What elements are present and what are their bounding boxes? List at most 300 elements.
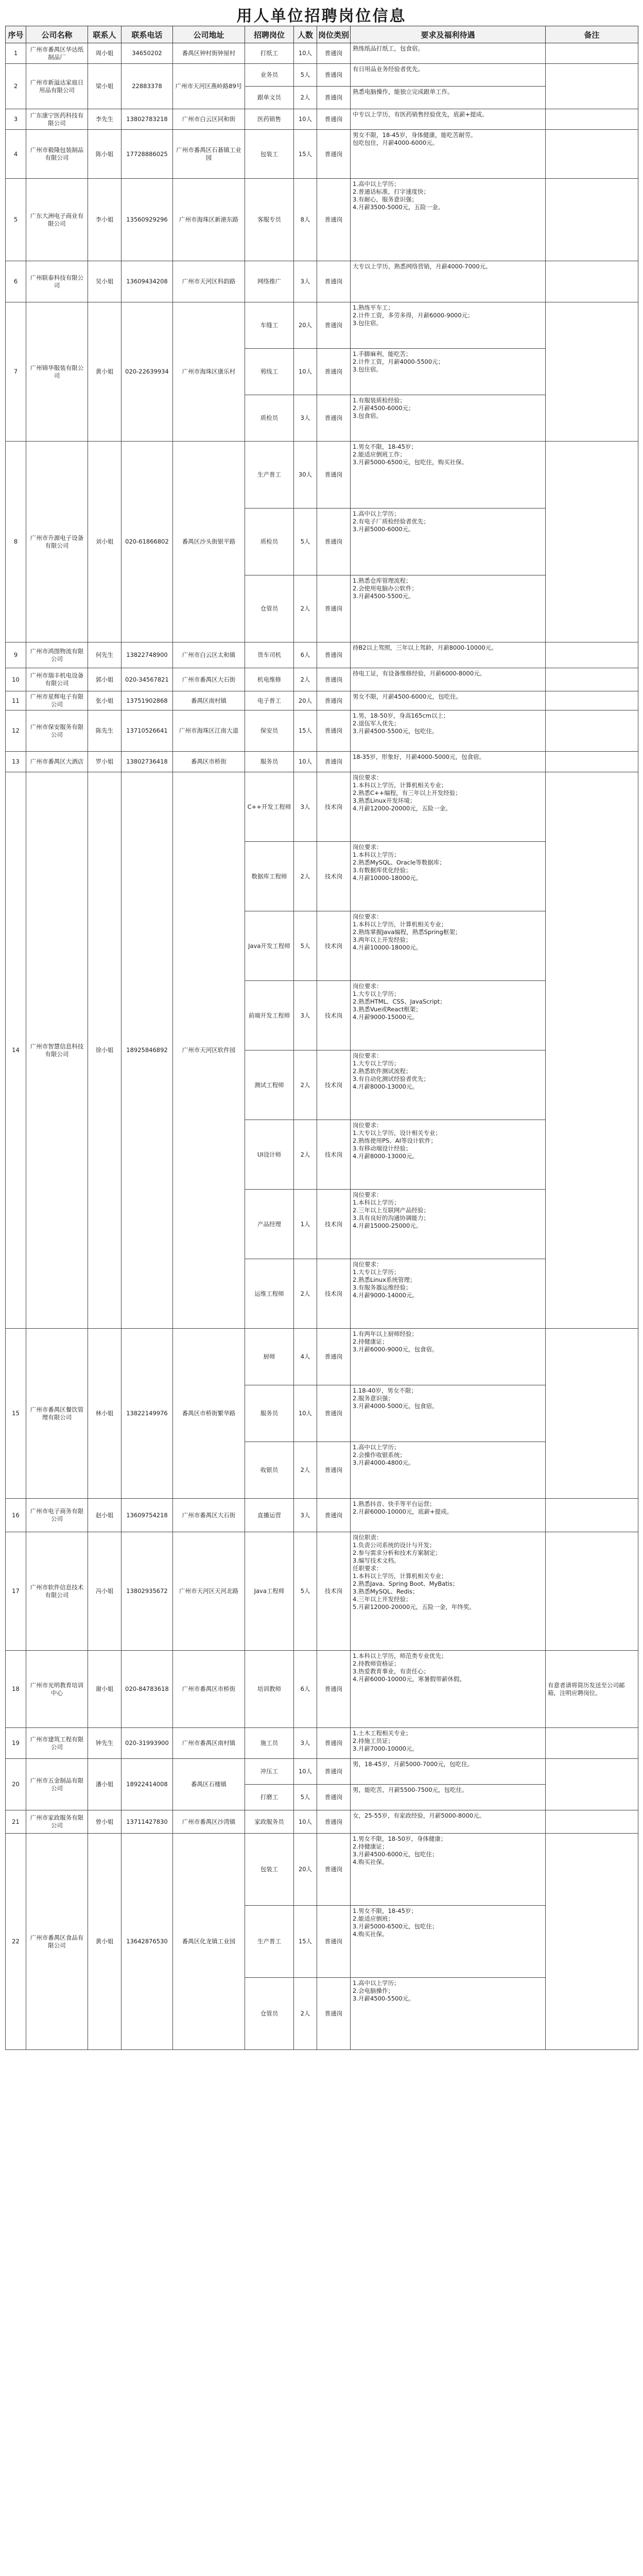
- table-cell: [546, 1834, 638, 2050]
- table-cell: 技术岗: [317, 981, 351, 1050]
- requirements-cell: 男女不限，月薪4500-6000元，包吃住。: [351, 691, 546, 710]
- table-cell: 车缝工: [245, 302, 294, 349]
- table-cell: 黄小姐: [88, 302, 121, 442]
- table-cell: 质检员: [245, 395, 294, 442]
- table-row: [6, 64, 638, 87]
- table-cell: 吴小姐: [88, 261, 121, 302]
- header-cell: 要求及福利待遇: [351, 26, 546, 43]
- table-row: [6, 1329, 638, 1385]
- table-row: [6, 772, 638, 842]
- table-cell: 广州市番禺区沙湾镇: [173, 1810, 245, 1834]
- table-cell: 广州市软件信息技术有限公司: [26, 1532, 88, 1651]
- table-cell: [546, 179, 638, 261]
- table-cell: 5人: [294, 64, 317, 87]
- table-cell: 包装工: [245, 1834, 294, 1906]
- requirements-cell: 1.熟悉仓库管理流程； 2.会使用电脑办公软件； 3.月薪4500-5500元。: [351, 575, 546, 642]
- table-row: [6, 109, 638, 130]
- header-cell: 联系电话: [121, 26, 173, 43]
- requirements-cell: 1.熟练平车工； 2.计件工资，多劳多得，月薪6000-9000元； 3.包住宿。: [351, 302, 546, 349]
- table-cell: 13802783218: [121, 109, 173, 130]
- table-cell: 普通岗: [317, 509, 351, 575]
- table-cell: 广州市番禺区华达纸制品厂: [26, 43, 88, 64]
- header-cell: 备注: [546, 26, 638, 43]
- table-cell: 广州市五金制品有限公司: [26, 1759, 88, 1810]
- table-cell: 番禺区市桥街: [173, 752, 245, 772]
- table-cell: 18925846892: [121, 772, 173, 1329]
- table-cell: 16: [6, 1499, 26, 1532]
- table-row: [6, 1834, 638, 1906]
- table-cell: 2人: [294, 842, 317, 911]
- table-row: [6, 752, 638, 772]
- table-cell: [546, 710, 638, 752]
- table-cell: 李小姐: [88, 179, 121, 261]
- table-cell: 3: [6, 109, 26, 130]
- table-cell: 机电维修: [245, 668, 294, 691]
- table-row: [6, 691, 638, 710]
- table-cell: 3人: [294, 261, 317, 302]
- table-cell: 钟先生: [88, 1728, 121, 1759]
- requirements-cell: 有日用品业务经验者优先。: [351, 64, 546, 87]
- header-cell: 公司地址: [173, 26, 245, 43]
- table-cell: 2人: [294, 1978, 317, 2050]
- table-cell: 技术岗: [317, 911, 351, 981]
- table-cell: 普通岗: [317, 109, 351, 130]
- table-cell: 2人: [294, 87, 317, 109]
- table-cell: UI设计师: [245, 1120, 294, 1190]
- table-cell: [546, 442, 638, 642]
- table-cell: 10人: [294, 1759, 317, 1785]
- requirements-cell: 1.高中以上学历； 2.会操作收银系统； 3.月薪4000-4800元。: [351, 1442, 546, 1499]
- table-cell: 3人: [294, 395, 317, 442]
- table-cell: 广州市天河区科韵路: [173, 261, 245, 302]
- table-cell: 广州市番禺区大石街: [173, 1499, 245, 1532]
- table-cell: 10人: [294, 349, 317, 395]
- table-cell: 广州市天河区燕岭路89号: [173, 64, 245, 109]
- requirements-cell: 熟悉电脑操作，能独立完成跟单工作。: [351, 87, 546, 109]
- table-cell: 广州市新溢达家庭日用品有限公司: [26, 64, 88, 109]
- table-cell: 黄小姐: [88, 1834, 121, 2050]
- requirements-cell: 岗位要求： 1.大专以上学历； 2.熟悉Linux系统管理； 3.有服务器运维经验； 4.月薪9000-14000元。: [351, 1259, 546, 1329]
- table-cell: 普通岗: [317, 442, 351, 509]
- table-cell: 包装工: [245, 130, 294, 179]
- table-cell: 直播运营: [245, 1499, 294, 1532]
- table-cell: 广州市番禺区大酒店: [26, 752, 88, 772]
- table-cell: 谢小姐: [88, 1651, 121, 1728]
- table-cell: C++开发工程师: [245, 772, 294, 842]
- requirements-cell: 1.有两年以上厨师经验； 2.持健康证； 3.月薪6000-9000元，包食宿。: [351, 1329, 546, 1385]
- table-cell: 广州市番禺区市桥街: [173, 1651, 245, 1728]
- table-cell: 15人: [294, 710, 317, 752]
- table-cell: 2人: [294, 1259, 317, 1329]
- table-cell: 15人: [294, 130, 317, 179]
- table-cell: [546, 64, 638, 109]
- table-cell: 郭小姐: [88, 668, 121, 691]
- table-cell: 广州市升源电子设备有限公司: [26, 442, 88, 642]
- header-cell: 岗位类别: [317, 26, 351, 43]
- table-cell: 13822149976: [121, 1329, 173, 1499]
- table-cell: 广州市海珠区江南大道: [173, 710, 245, 752]
- table-cell: 技术岗: [317, 842, 351, 911]
- table-cell: 番禺区钟村街钟屋村: [173, 43, 245, 64]
- requirements-cell: 18-35岁，形象好，月薪4000-5000元，包食宿。: [351, 752, 546, 772]
- table-cell: [546, 691, 638, 710]
- table-cell: Java开发工程师: [245, 911, 294, 981]
- table-cell: 22883378: [121, 64, 173, 109]
- table-cell: 10: [6, 668, 26, 691]
- table-cell: 5人: [294, 1532, 317, 1651]
- requirements-cell: 1.高中以上学历； 2.有电子厂质检经验者优先； 3.月薪5000-6000元。: [351, 509, 546, 575]
- table-cell: 广州市天河区软件园: [173, 772, 245, 1329]
- table-cell: 13802736418: [121, 752, 173, 772]
- table-cell: 运维工程师: [245, 1259, 294, 1329]
- table-row: [6, 43, 638, 64]
- table-cell: 020-31993900: [121, 1728, 173, 1759]
- table-cell: 普通岗: [317, 1978, 351, 2050]
- table-cell: [546, 130, 638, 179]
- table-row: [6, 668, 638, 691]
- table-cell: 技术岗: [317, 1050, 351, 1120]
- table-cell: 广州市光明教育培训中心: [26, 1651, 88, 1728]
- table-cell: 家政服务员: [245, 1810, 294, 1834]
- table-cell: [546, 1759, 638, 1810]
- table-cell: 李先生: [88, 109, 121, 130]
- table-cell: 打纸工: [245, 43, 294, 64]
- table-cell: 15: [6, 1329, 26, 1499]
- table-cell: 业务员: [245, 64, 294, 87]
- header-cell: 序号: [6, 26, 26, 43]
- table-cell: 10人: [294, 752, 317, 772]
- table-body: [6, 43, 638, 2050]
- table-cell: 测试工程师: [245, 1050, 294, 1120]
- table-row: [6, 1532, 638, 1651]
- table-cell: 广州锦华服装有限公司: [26, 302, 88, 442]
- table-cell: 广州市白云区太和镇: [173, 642, 245, 668]
- table-cell: 2人: [294, 575, 317, 642]
- table-cell: 17: [6, 1532, 26, 1651]
- table-row: [6, 1759, 638, 1785]
- table-cell: 前端开发工程师: [245, 981, 294, 1050]
- table-cell: 培训教师: [245, 1651, 294, 1728]
- table-cell: 13: [6, 752, 26, 772]
- table-cell: 施工员: [245, 1728, 294, 1759]
- table-cell: 普通岗: [317, 691, 351, 710]
- table-cell: 12: [6, 710, 26, 752]
- table-cell: 番禺区化龙镇工业园: [173, 1834, 245, 2050]
- table-cell: 广州联泰科技有限公司: [26, 261, 88, 302]
- table-cell: 2人: [294, 1050, 317, 1120]
- table-cell: 8: [6, 442, 26, 642]
- table-cell: 普通岗: [317, 302, 351, 349]
- table-cell: 15人: [294, 1906, 317, 1978]
- requirements-cell: 岗位要求： 1.大专以上学历，设计相关专业； 2.熟练使用PS、AI等设计软件； 3.有移动端设计经验； 4.月薪8000-13000元。: [351, 1120, 546, 1190]
- table-cell: 番禺区沙头街银平路: [173, 442, 245, 642]
- table-row: [6, 642, 638, 668]
- table-cell: [546, 752, 638, 772]
- table-cell: 1人: [294, 1190, 317, 1259]
- requirements-cell: 熟练纸品打纸工，包食宿。: [351, 43, 546, 64]
- requirements-cell: 岗位职责： 1.负责公司系统的设计与开发； 2.参与需求分析和技术方案制定； 3.编写技术文档。 任职要求： 1.本科以上学历，计算机相关专业； 2.熟悉Java、Spring Boot、MyBatis； 3.熟悉MySQL、Redis； 4.三年以上开发经验； 5.月薪12000-20000元，五险一金，年终奖。: [351, 1532, 546, 1651]
- table-cell: 何先生: [88, 642, 121, 668]
- table-cell: 13609434208: [121, 261, 173, 302]
- table-cell: 曾小姐: [88, 1810, 121, 1834]
- table-cell: 梁小姐: [88, 64, 121, 109]
- table-cell: 普通岗: [317, 575, 351, 642]
- table-cell: 潘小姐: [88, 1759, 121, 1810]
- table-header-row: [6, 26, 638, 43]
- table-cell: [546, 1499, 638, 1532]
- requirements-cell: 1.有服装质检经验； 2.月薪4500-6000元； 3.包食宿。: [351, 395, 546, 442]
- jobs-table: [5, 26, 638, 2050]
- table-cell: 5人: [294, 911, 317, 981]
- table-cell: 普通岗: [317, 668, 351, 691]
- table-cell: 5: [6, 179, 26, 261]
- table-cell: 仓管员: [245, 575, 294, 642]
- table-cell: 厨师: [245, 1329, 294, 1385]
- table-cell: 普通岗: [317, 130, 351, 179]
- requirements-cell: 岗位要求： 1.本科以上学历，计算机相关专业； 2.熟练掌握Java编程，熟悉Spring框架； 3.两年以上开发经验； 4.月薪10000-18000元。: [351, 911, 546, 981]
- table-cell: 医药销售: [245, 109, 294, 130]
- table-cell: 19: [6, 1728, 26, 1759]
- table-cell: 020-22639934: [121, 302, 173, 442]
- table-cell: 技术岗: [317, 772, 351, 842]
- table-cell: 30人: [294, 442, 317, 509]
- table-row: [6, 1728, 638, 1759]
- table-cell: [546, 642, 638, 668]
- note-cell: 有意者请将简历发送至公司邮箱，注明应聘岗位。: [546, 1651, 638, 1728]
- table-cell: 20: [6, 1759, 26, 1810]
- requirements-cell: 1.土木工程相关专业； 2.持施工员证； 3.月薪7000-10000元。: [351, 1728, 546, 1759]
- table-cell: 020-34567821: [121, 668, 173, 691]
- table-cell: 广东大洲电子商业有限公司: [26, 179, 88, 261]
- table-cell: 13802935672: [121, 1532, 173, 1651]
- table-cell: 13751902868: [121, 691, 173, 710]
- requirements-cell: 1.本科以上学历，师范类专业优先； 2.持教师资格证； 3.热爱教育事业，有责任心； 4.月薪6000-10000元，寒暑假带薪休假。: [351, 1651, 546, 1728]
- table-cell: 剪线工: [245, 349, 294, 395]
- table-cell: 番禺区市桥街繁华路: [173, 1329, 245, 1499]
- table-cell: 普通岗: [317, 1834, 351, 1906]
- table-cell: 客服专员: [245, 179, 294, 261]
- table-cell: 普通岗: [317, 1759, 351, 1785]
- table-cell: 广州市电子商务有限公司: [26, 1499, 88, 1532]
- table-cell: 普通岗: [317, 261, 351, 302]
- table-cell: [546, 1329, 638, 1499]
- table-cell: [546, 1810, 638, 1834]
- requirements-cell: 岗位要求： 1.大专以上学历； 2.熟悉软件测试流程； 3.有自动化测试经验者优先； 4.月薪8000-13000元。: [351, 1050, 546, 1120]
- table-cell: 保安员: [245, 710, 294, 752]
- table-cell: 20人: [294, 1834, 317, 1906]
- requirements-cell: 男，能吃苦，月薪5500-7500元，包吃住。: [351, 1785, 546, 1810]
- table-cell: 普通岗: [317, 64, 351, 87]
- table-cell: 2: [6, 64, 26, 109]
- table-cell: 罗小姐: [88, 752, 121, 772]
- table-cell: 打磨工: [245, 1785, 294, 1810]
- table-cell: 20人: [294, 302, 317, 349]
- table-cell: 6: [6, 261, 26, 302]
- requirements-cell: 1.男，18-50岁，身高165cm以上； 2.退伍军人优先； 3.月薪4500-5500元，包吃住。: [351, 710, 546, 752]
- table-cell: 3人: [294, 1728, 317, 1759]
- page-title: 用人单位招聘岗位信息: [236, 7, 407, 25]
- requirements-cell: 1.男女不限，18-50岁，身体健康； 2.持健康证； 3.月薪4500-6000元，包吃住； 4.购买社保。: [351, 1834, 546, 1906]
- table-cell: 广州市星辉电子有限公司: [26, 691, 88, 710]
- requirements-cell: 中专以上学历，有医药销售经验优先，底薪+提成。: [351, 109, 546, 130]
- table-cell: 14: [6, 772, 26, 1329]
- table-cell: 20人: [294, 691, 317, 710]
- requirements-cell: 1.高中以上学历； 2.会电脑操作； 3.月薪4500-5500元。: [351, 1978, 546, 2050]
- table-cell: 林小姐: [88, 1329, 121, 1499]
- table-cell: 3人: [294, 981, 317, 1050]
- table-cell: 18: [6, 1651, 26, 1728]
- table-cell: 网络推广: [245, 261, 294, 302]
- table-cell: 普通岗: [317, 1385, 351, 1442]
- table-cell: 7: [6, 302, 26, 442]
- table-cell: 10人: [294, 1810, 317, 1834]
- table-cell: 4人: [294, 1329, 317, 1385]
- requirements-cell: 1.18-40岁，男女不限； 2.服务意识强； 3.月薪4000-5000元，包食宿。: [351, 1385, 546, 1442]
- requirements-cell: 持B2以上驾照，三年以上驾龄，月薪8000-10000元。: [351, 642, 546, 668]
- table-cell: 普通岗: [317, 752, 351, 772]
- table-cell: [546, 1728, 638, 1759]
- table-cell: 收银员: [245, 1442, 294, 1499]
- requirements-cell: 大专以上学历，熟悉网络营销，月薪4000-7000元。: [351, 261, 546, 302]
- table-cell: 冲压工: [245, 1759, 294, 1785]
- header-cell: 公司名称: [26, 26, 88, 43]
- table-cell: 5人: [294, 509, 317, 575]
- table-cell: 番禺区石楼镇: [173, 1759, 245, 1810]
- table-cell: 020-84783618: [121, 1651, 173, 1728]
- table-cell: 货车司机: [245, 642, 294, 668]
- table-cell: 技术岗: [317, 1190, 351, 1259]
- table-row: [6, 442, 638, 509]
- table-cell: 10人: [294, 43, 317, 64]
- table-cell: 6人: [294, 642, 317, 668]
- table-cell: 服务员: [245, 752, 294, 772]
- table-cell: 22: [6, 1834, 26, 2050]
- table-cell: 2人: [294, 1120, 317, 1190]
- table-cell: 6人: [294, 1651, 317, 1728]
- table-cell: 普通岗: [317, 1785, 351, 1810]
- table-cell: 番禺区南村镇: [173, 691, 245, 710]
- table-cell: [546, 43, 638, 64]
- table-cell: 5人: [294, 1785, 317, 1810]
- requirements-cell: 女，25-55岁，有家政经验，月薪5000-8000元。: [351, 1810, 546, 1834]
- table-cell: 13609754218: [121, 1499, 173, 1532]
- table-cell: 2人: [294, 1442, 317, 1499]
- table-cell: 广州市鸿图物流有限公司: [26, 642, 88, 668]
- table-row: [6, 1499, 638, 1532]
- requirements-cell: 1.手脚麻利，能吃苦； 2.计件工资，月薪4000-5500元； 3.包住宿。: [351, 349, 546, 395]
- table-cell: 产品经理: [245, 1190, 294, 1259]
- table-cell: 陈小姐: [88, 130, 121, 179]
- table-cell: 13710526641: [121, 710, 173, 752]
- table-cell: 赵小姐: [88, 1499, 121, 1532]
- table-cell: 广州市番禺区食品有限公司: [26, 1834, 88, 2050]
- table-cell: 普通岗: [317, 395, 351, 442]
- table-cell: 普通岗: [317, 179, 351, 261]
- table-row: [6, 710, 638, 752]
- table-cell: 13822748900: [121, 642, 173, 668]
- table-cell: 广州市建筑工程有限公司: [26, 1728, 88, 1759]
- table-cell: 技术岗: [317, 1532, 351, 1651]
- table-cell: 广东康宁医药科技有限公司: [26, 109, 88, 130]
- table-cell: 技术岗: [317, 1120, 351, 1190]
- table-row: [6, 130, 638, 179]
- table-cell: 刘小姐: [88, 442, 121, 642]
- table-cell: Java工程师: [245, 1532, 294, 1651]
- table-cell: [546, 772, 638, 1329]
- table-cell: 广州市天河区天河北路: [173, 1532, 245, 1651]
- table-cell: [546, 302, 638, 442]
- table-cell: 广州市白云区同和街: [173, 109, 245, 130]
- table-cell: 生产普工: [245, 442, 294, 509]
- table-cell: 18922414008: [121, 1759, 173, 1810]
- table-cell: 普通岗: [317, 349, 351, 395]
- table-cell: 广州市智慧信息科技有限公司: [26, 772, 88, 1329]
- requirements-cell: 1.男女不限，18-45岁； 2.能适应倒班工作； 3.月薪5000-6500元，包吃住，购买社保。: [351, 442, 546, 509]
- table-cell: 仓管员: [245, 1978, 294, 2050]
- table-cell: [546, 668, 638, 691]
- table-cell: 广州市海珠区康乐村: [173, 302, 245, 442]
- table-cell: 广州市毅隆包装制品有限公司: [26, 130, 88, 179]
- table-cell: 广州市番禺区南村镇: [173, 1728, 245, 1759]
- table-cell: 生产普工: [245, 1906, 294, 1978]
- table-cell: 普通岗: [317, 43, 351, 64]
- table-cell: 广州市海珠区新港东路: [173, 179, 245, 261]
- requirements-cell: 男女不限，18-45岁，身体健康，能吃苦耐劳。 包吃包住，月薪4000-6000元。: [351, 130, 546, 179]
- table-cell: 普通岗: [317, 87, 351, 109]
- table-cell: 9: [6, 642, 26, 668]
- table-cell: [546, 261, 638, 302]
- header-cell: 联系人: [88, 26, 121, 43]
- table-cell: 质检员: [245, 509, 294, 575]
- table-cell: 数据库工程师: [245, 842, 294, 911]
- table-cell: 4: [6, 130, 26, 179]
- requirements-cell: 岗位要求： 1.大专以上学历； 2.熟悉HTML、CSS、JavaScript； 3.熟悉Vue或React框架； 4.月薪9000-15000元。: [351, 981, 546, 1050]
- table-cell: 34650202: [121, 43, 173, 64]
- table-cell: 张小姐: [88, 691, 121, 710]
- requirements-cell: 岗位要求： 1.本科以上学历，计算机相关专业； 2.熟悉C++编程，有三年以上开发经验； 3.熟悉Linux开发环境； 4.月薪12000-20000元，五险一金。: [351, 772, 546, 842]
- table-cell: 10人: [294, 1385, 317, 1442]
- table-cell: 普通岗: [317, 1728, 351, 1759]
- table-cell: 普通岗: [317, 1329, 351, 1385]
- table-cell: 周小姐: [88, 43, 121, 64]
- table-cell: 3人: [294, 1499, 317, 1532]
- table-cell: 普通岗: [317, 1810, 351, 1834]
- table-cell: 普通岗: [317, 1499, 351, 1532]
- table-row: [6, 179, 638, 261]
- table-cell: 2人: [294, 668, 317, 691]
- table-cell: 普通岗: [317, 1442, 351, 1499]
- table-cell: 普通岗: [317, 710, 351, 752]
- table-row: [6, 302, 638, 349]
- requirements-cell: 岗位要求： 1.本科以上学历； 2.三年以上互联网产品经验； 3.具有良好的沟通协调能力； 4.月薪15000-25000元。: [351, 1190, 546, 1259]
- table-cell: 广州市番禺区石碁镇工业园: [173, 130, 245, 179]
- table-row: [6, 1651, 638, 1728]
- table-cell: 徐小姐: [88, 772, 121, 1329]
- header-cell: 招聘岗位: [245, 26, 294, 43]
- table-cell: 10人: [294, 109, 317, 130]
- table-cell: 13560929296: [121, 179, 173, 261]
- table-cell: 3人: [294, 772, 317, 842]
- table-cell: 冯小姐: [88, 1532, 121, 1651]
- table-cell: 17728886025: [121, 130, 173, 179]
- table-cell: 普通岗: [317, 1906, 351, 1978]
- table-cell: 广州市番禺区大石街: [173, 668, 245, 691]
- requirements-cell: 男，18-45岁，月薪5000-7000元，包吃住。: [351, 1759, 546, 1785]
- requirements-cell: 岗位要求： 1.本科以上学历； 2.熟悉MySQL、Oracle等数据库； 3.有数据库优化经验； 4.月薪10000-18000元。: [351, 842, 546, 911]
- requirements-cell: 持电工证，有设备维修经验，月薪6000-8000元。: [351, 668, 546, 691]
- table-cell: 21: [6, 1810, 26, 1834]
- table-cell: 陈先生: [88, 710, 121, 752]
